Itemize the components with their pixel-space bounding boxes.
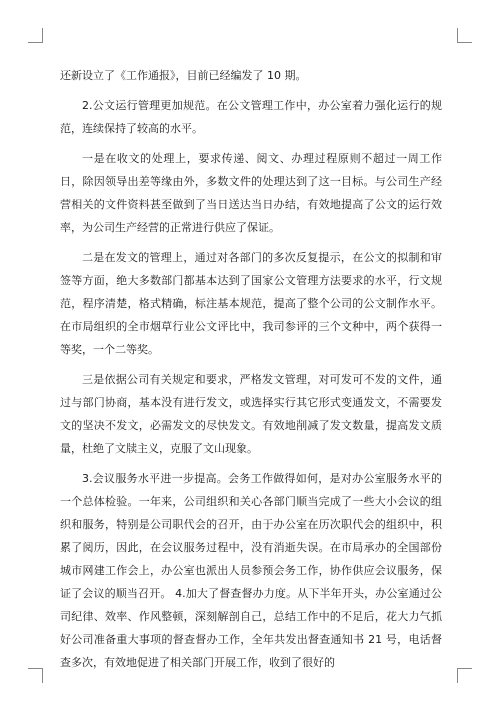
document-body <box>60 64 442 681</box>
paragraph-document-control: 三是依据公司有关规定和要求，严格发文管理，对可发可不发的文件，通过与部门协商，基本没有进行发文，或选择实行其它形式变通发文，不需要发文的坚决不发文，必需发文的尽快发文。有效地削减了发文数量，提高发文质量，杜绝了文牍主义，克服了文山现象。 <box>60 373 442 455</box>
crop-mark-bottom-left <box>28 668 43 683</box>
paragraph-continuation: 还新设立了《工作通报》，目前已经编发了 10 期。 <box>60 69 307 82</box>
crop-mark-top-right <box>457 28 472 43</box>
paragraph-meeting-service: 3.会议服务水平进一步提高。会务工作做得如何，是对办公室服务水平的一个总体检验。一年来，公司组织和关心各部门顺当完成了一些大小会议的组织和服务，特别是公司职代会的召开，由于办公室在历次职代会的组织中，积累了阅历，因此，在会议服务过程中，没有消逝失误。在市局承办的全国部份城市网建工作会上，办公室也派出人员参预会务工作，协作供应会议服务，保证了会议的顺当召开。 4.加大了督查督办力度。从下半年开头，办公室通过公司纪律、效率、作风整顿，深刻解剖自己，总结工作中的不足后，花大力气抓好公司准备重大事项的督查督办工作，全年共发出督查通知书 21 号，电话督查多次，有效地促进了相关部门开展工作，收到了很好的 <box>60 472 442 669</box>
paragraph-incoming-documents: 一是在收文的处理上，要求传递、阅文、办理过程原则不超过一周工作日，除因领导出差等缘由外，多数文件的处理达到了这一目标。与公司生产经营相关的文件资料甚至做到了当日送达当日办结，有效地提高了公文的运行效率，为公司生产经营的正常进行供应了保证。 <box>60 152 442 234</box>
crop-mark-top-left <box>28 28 43 43</box>
crop-mark-bottom-right <box>457 668 472 683</box>
paragraph-outgoing-documents: 二是在发文的管理上，通过对各部门的多次反复提示，在公文的拟制和审签等方面，绝大多数部门都基本达到了国家公文管理方法要求的水平，行文规范，程序清楚，格式精确，标注基本规范，提高了整个公司的公文制作水平。在市局组织的全市烟草行业公文评比中，我司参评的三个文种中，两个获得一等奖，一个二等奖。 <box>60 251 442 356</box>
paragraph-document-management: 2.公文运行管理更加规范。在公文管理工作中，办公室着力强化运行的规范，连续保持了较高的水平。 <box>60 99 442 135</box>
